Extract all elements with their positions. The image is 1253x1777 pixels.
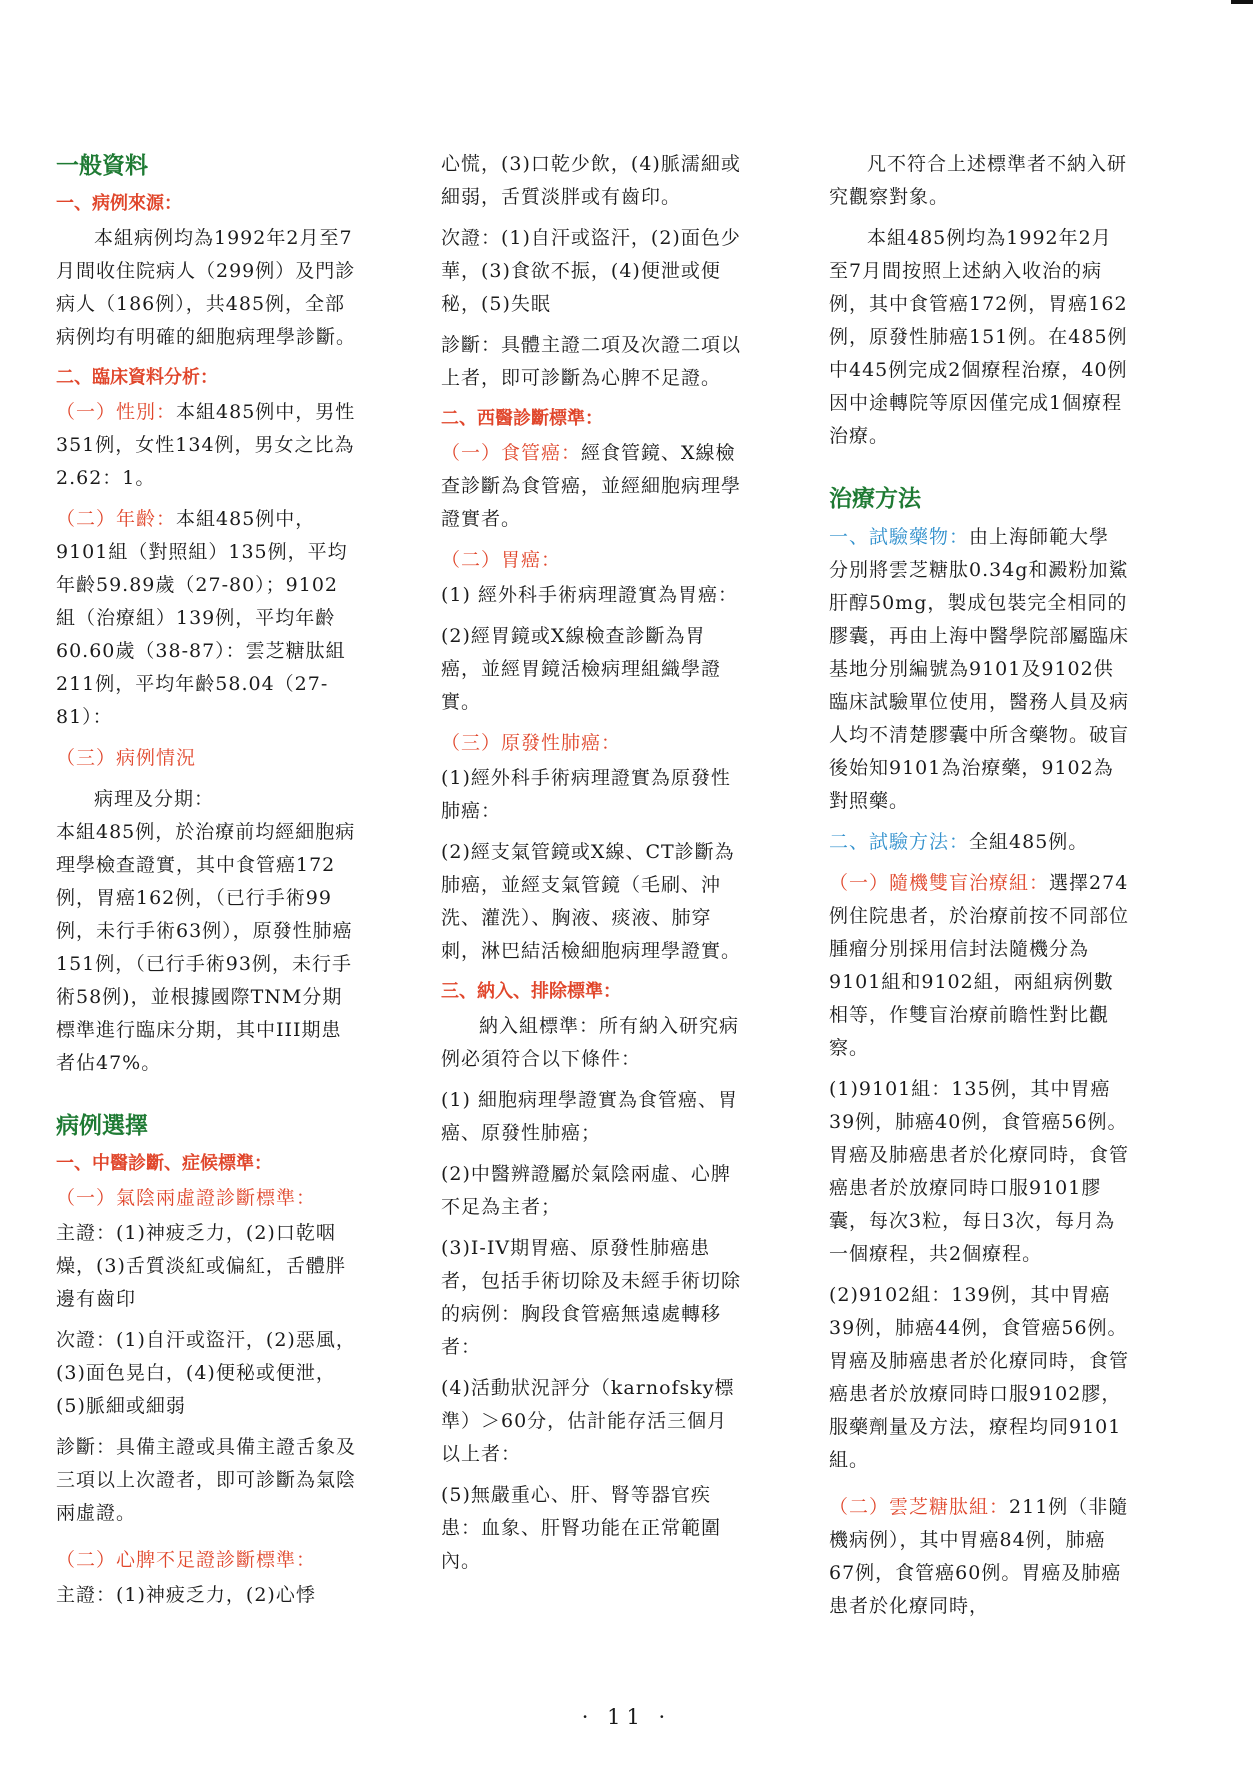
- paragraph-gastric-2: (2)經胃鏡或X線檢查診斷為胃癌，並經胃鏡活檢病理組織學證實。: [441, 625, 722, 713]
- paragraph-exclusion: 凡不符合上述標準者不納入研究觀察對象。: [829, 153, 1128, 208]
- column-2: [441, 148, 741, 1586]
- label-pathology-staging: 病理及分期：: [94, 788, 215, 810]
- subheading-qi-yin-deficiency: （一）氣陰兩虛證診斷標準：: [56, 1187, 317, 1209]
- paragraph-inclusion-intro: 納入組標準：所有納入研究病例必須符合以下條件：: [441, 1015, 740, 1070]
- section-title-case-selection: 病例選擇: [56, 1113, 148, 1139]
- paragraph-qi-yin-main: 主證：(1)神疲乏力，(2)口乾咽燥，(3)舌質淡紅或偏紅，舌體胖邊有齒印: [56, 1222, 346, 1310]
- paragraph-qi-yin-minor: 次證：(1)自汗或盜汗，(2)惡風，(3)面色晃白，(4)便秘或便泄，(5)脈細或細弱: [56, 1329, 356, 1417]
- paragraph-group-9102: (2)9102組：139例，其中胃癌39例，肺癌44例，食管癌56例。胃癌及肺癌患者於化療同時，食管癌患者於放療同時口服9102膠，服藥劑量及方法，療程均同9101組。: [829, 1284, 1130, 1471]
- column-1: [56, 148, 356, 1620]
- text-random: 選擇274例住院患者，於治療前按不同部位腫瘤分別採用信封法隨機分為9101組和9102組，兩組病例數相等，作雙盲治療前瞻性對比觀察。: [829, 872, 1130, 1059]
- paragraph-random: [829, 867, 1129, 1065]
- section-title-treatment: 治療方法: [829, 486, 921, 512]
- heading-trial-drug: 一、試驗藥物：: [829, 526, 970, 548]
- paragraph-lung-1: (1)經外科手術病理證實為原發性肺癌：: [441, 767, 731, 822]
- paragraph-inclusion-5: (5)無嚴重心、肝、腎等器官疾患：血象、肝腎功能在正常範圍內。: [441, 1484, 722, 1572]
- text-drug: 由上海師範大學分別將雲芝糖肽0.34g和澱粉加鯊肝醇50mg，製成包裝完全相同的膠囊，再由上海中醫學院部屬臨床基地分別編號為9101及9102供臨床試驗單位使用，醫務人員及病人均不清楚膠囊中所含藥物。破盲後始知9101為治療藥，9102為對照藥。: [829, 526, 1130, 812]
- paragraph-heart-spleen-minor: 次證：(1)自汗或盜汗，(2)面色少華，(3)食欲不振，(4)便泄或便秘，(5)失眠: [441, 227, 741, 315]
- paragraph-enrolled: 本組485例均為1992年2月至7月間按照上述納入收治的病例，其中食管癌172例，胃癌162例，原發性肺癌151例。在485例中445例完成2個療程治療，40例因中途轉院等原因僅完成1個療程治療。: [829, 227, 1128, 447]
- paragraph-drug: [829, 521, 1129, 818]
- subheading-gender: （一）性別：: [56, 401, 177, 423]
- paragraph-group-9101: (1)9101組：135例，其中胃癌39例，肺癌40例，食管癌56例。胃癌及肺癌患者於化療同時，食管癌患者於放療同時口服9101膠囊，每次3粒，每日3次，每月為一個療程，共2個療程。: [829, 1078, 1130, 1265]
- paragraph-qi-yin-diagnosis: 診斷：具備主證或具備主證舌象及三項以上次證者，即可診斷為氣陰兩虛證。: [56, 1436, 357, 1524]
- paragraph-inclusion-1: (1) 細胞病理學證實為食管癌、胃癌、原發性肺癌；: [441, 1089, 738, 1144]
- paragraph-heart-spleen-cont: 心慌，(3)口乾少飲，(4)脈濡細或細弱，舌質淡胖或有齒印。: [441, 153, 741, 208]
- heading-tcm-criteria: 一、中醫診斷、症候標準：: [56, 1153, 272, 1174]
- scan-corner-mark: [1231, 0, 1253, 4]
- text-age: 本組485例中，9101組（對照組）135例，平均年齡59.89歲（27-80）；9102組（治療組）139例，平均年齡60.60歲（38-87）：雲芝糖肽組211例，平均年齡58.04（27-81）：: [56, 508, 348, 728]
- text-method: 全組485例。: [969, 831, 1089, 853]
- paragraph-heart-spleen-main: 主證：(1)神疲乏力，(2)心悸: [56, 1584, 316, 1606]
- heading-case-source: 一、病例來源：: [56, 193, 182, 214]
- subheading-psp-group: （二）雲芝糖肽組：: [829, 1496, 1010, 1518]
- subheading-lung: （三）原發性肺癌：: [441, 732, 622, 754]
- paragraph-esophageal: [441, 437, 741, 536]
- subheading-case-status: （三）病例情況: [56, 747, 197, 769]
- text-psp: 211例（非隨機病例），其中胃癌84例，肺癌67例，食管癌60例。胃癌及肺癌患者於化療同時，: [829, 1496, 1129, 1617]
- text-esophageal: 經食管鏡、X線檢查診斷為食管癌，並經細胞病理學證實者。: [441, 442, 742, 530]
- page-number: · 11 ·: [581, 1705, 672, 1729]
- subheading-age: （二）年齡：: [56, 508, 177, 530]
- paragraph-lung-2: (2)經支氣管鏡或X線、CT診斷為肺癌，並經支氣管鏡（毛刷、沖洗、灌洗）、胸液、痰液、肺穿刺，淋巴結活檢細胞病理學證實。: [441, 841, 742, 962]
- heading-clinical-analysis: 二、臨床資料分析：: [56, 367, 218, 388]
- paragraph-age: [56, 503, 356, 734]
- heading-inclusion-exclusion: 三、納入、排除標準：: [441, 981, 621, 1002]
- section-title-general: 一般資料: [56, 153, 148, 179]
- paragraph-heart-spleen-diagnosis: 診斷：具體主證二項及次證二項以上者，即可診斷為心脾不足證。: [441, 334, 742, 389]
- heading-western-criteria: 二、西醫診斷標準：: [441, 408, 603, 429]
- paragraph-psp: [829, 1491, 1129, 1623]
- paragraph-inclusion-3: (3)I-IV期胃癌、原發性肺癌患者，包括手術切除及未經手術切除的病例：胸段食管癌無遠處轉移者：: [441, 1237, 742, 1358]
- paragraph-inclusion-4: (4)活動狀況評分（karnofsky標準）＞60分，估計能存活三個月以上者：: [441, 1377, 735, 1465]
- text-gender: 本組485例中，男性351例，女性134例，男女之比為2.62：1。: [56, 401, 356, 489]
- paragraph-case-source: 本組病例均為1992年2月至7月間收住院病人（299例）及門診病人（186例），共485例，全部病例均有明確的細胞病理學診斷。: [56, 227, 357, 348]
- subheading-esophageal: （一）食管癌：: [441, 442, 582, 464]
- paragraph-gastric-1: (1) 經外科手術病理證實為胃癌：: [441, 584, 738, 606]
- subheading-random-double-blind: （一）隨機雙盲治療組：: [829, 872, 1050, 894]
- paragraph-pathology: 本組485例，於治療前均經細胞病理學檢查證實，其中食管癌172例，胃癌162例，（已行手術99例，未行手術63例），原發性肺癌151例，（已行手術93例，未行手術58例)，並根據國際TNM分期標準進行臨床分期，其中III期患者佔47%。: [56, 821, 356, 1074]
- heading-trial-method: 二、試驗方法：: [829, 831, 970, 853]
- subheading-heart-spleen: （二）心脾不足證診斷標準：: [56, 1549, 317, 1571]
- paragraph-method: [829, 826, 1129, 859]
- subheading-gastric: （二）胃癌：: [441, 549, 562, 571]
- paragraph-inclusion-2: (2)中醫辨證屬於氣陰兩虛、心脾不足為主者；: [441, 1163, 731, 1218]
- paragraph-gender: [56, 396, 356, 495]
- column-3: [829, 148, 1129, 1631]
